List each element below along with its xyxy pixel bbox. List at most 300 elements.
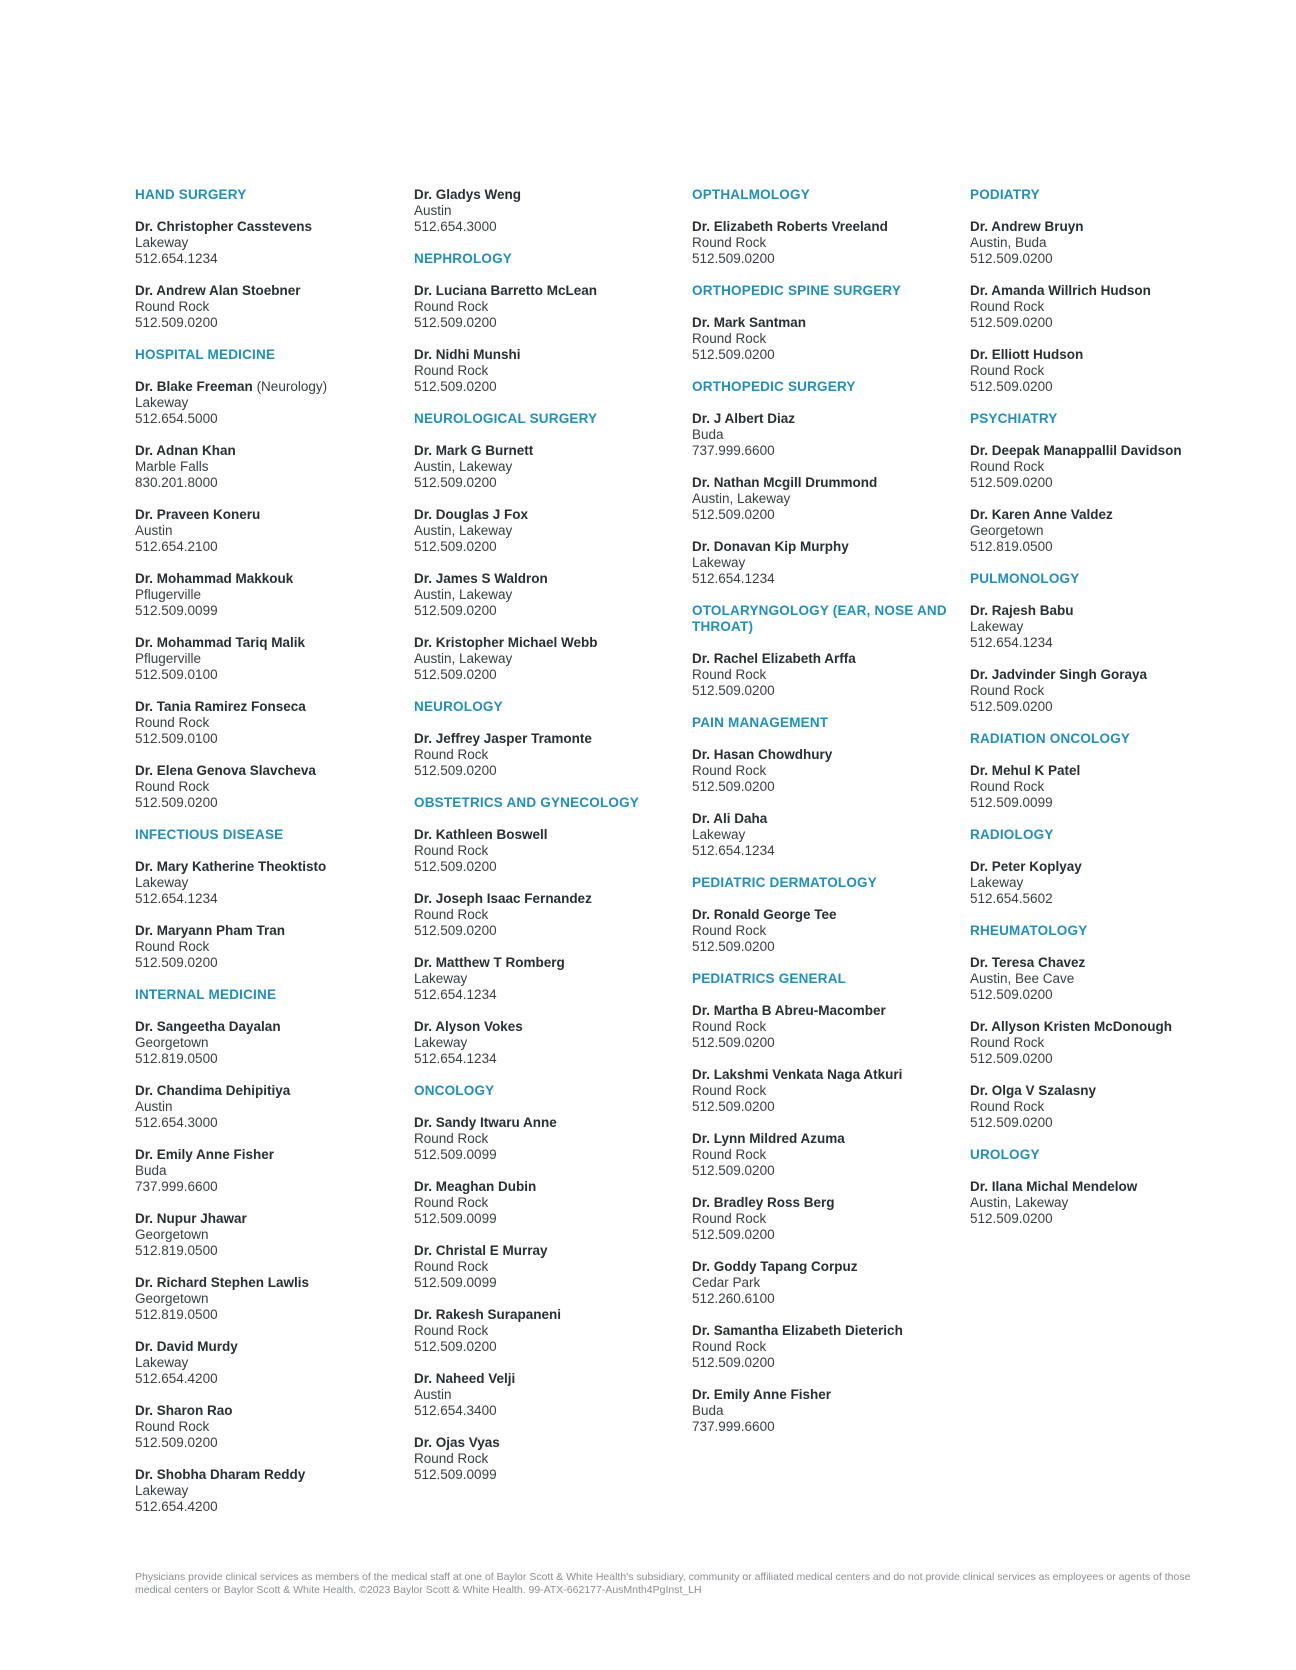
physician-phone: 512.509.0100 — [135, 667, 218, 682]
physician-location: Round Rock — [692, 763, 767, 778]
specialty-heading: ONCOLOGY — [414, 1083, 495, 1098]
physician-phone: 512.654.5602 — [970, 891, 1053, 906]
physician-location: Lakeway — [414, 971, 468, 986]
physician-entry — [414, 507, 684, 555]
physician-entry — [135, 1211, 405, 1259]
physician-name: Dr. Kristopher Michael Webb — [414, 635, 598, 650]
physician-phone: 512.509.0200 — [414, 1339, 497, 1354]
physician-location: Pflugerville — [135, 587, 202, 602]
physician-phone: 737.999.6600 — [692, 443, 775, 458]
physician-name-line — [135, 283, 405, 299]
specialty-heading: OBSTETRICS AND GYNECOLOGY — [414, 795, 640, 810]
physician-name-line — [135, 1339, 405, 1355]
physician-entry — [414, 1179, 684, 1227]
physician-name: Dr. Goddy Tapang Corpuz — [692, 1259, 858, 1274]
physician-location: Round Rock — [414, 1323, 489, 1338]
physician-location: Austin — [414, 203, 452, 218]
specialty-heading: PEDIATRIC DERMATOLOGY — [692, 875, 877, 890]
physician-name: Dr. Matthew T Romberg — [414, 955, 565, 970]
physician-name-line — [135, 571, 405, 587]
physician-phone: 512.819.0500 — [135, 1243, 218, 1258]
physician-name-line — [970, 955, 1240, 971]
physician-location: Buda — [135, 1163, 167, 1178]
physician-entry — [135, 1147, 405, 1195]
physician-name: Dr. Allyson Kristen McDonough — [970, 1019, 1173, 1034]
physician-name: Dr. Nupur Jhawar — [135, 1211, 247, 1226]
physician-location: Buda — [692, 427, 724, 442]
physician-name: Dr. Mary Katherine Theoktisto — [135, 859, 327, 874]
physician-name-line — [970, 347, 1240, 363]
physician-phone: 512.509.0200 — [692, 251, 775, 266]
physician-entry — [135, 923, 405, 971]
physician-entry — [414, 187, 684, 235]
physician-name: Dr. Shobha Dharam Reddy — [135, 1467, 306, 1482]
physician-phone: 512.509.0099 — [414, 1147, 497, 1162]
physician-phone: 512.509.0200 — [692, 1099, 775, 1114]
physician-name-line — [135, 443, 405, 459]
physician-name-line — [135, 1083, 405, 1099]
physician-entry — [135, 699, 405, 747]
physician-entry — [970, 1179, 1240, 1227]
physician-phone: 512.654.1234 — [414, 987, 497, 1002]
physician-name: Dr. Amanda Willrich Hudson — [970, 283, 1151, 298]
physician-phone: 512.509.0200 — [414, 923, 497, 938]
physician-entry — [135, 283, 405, 331]
physician-name: Dr. Mohammad Tariq Malik — [135, 635, 306, 650]
physician-entry — [970, 443, 1240, 491]
physician-entry — [135, 1019, 405, 1067]
specialty-heading: ORTHOPEDIC SPINE SURGERY — [692, 283, 902, 298]
physician-entry — [135, 571, 405, 619]
physician-entry — [135, 1403, 405, 1451]
physician-phone: 512.509.0200 — [135, 315, 218, 330]
directory-column-3 — [692, 187, 962, 1451]
physician-name: Dr. Luciana Barretto McLean — [414, 283, 598, 298]
physician-location: Round Rock — [135, 939, 210, 954]
physician-location: Georgetown — [135, 1291, 209, 1306]
physician-name-line — [692, 1195, 962, 1211]
physician-phone: 512.509.0200 — [970, 1051, 1053, 1066]
physician-location: Pflugerville — [135, 651, 202, 666]
physician-location: Round Rock — [414, 843, 489, 858]
physician-name: Dr. Kathleen Boswell — [414, 827, 548, 842]
physician-location: Austin — [135, 1099, 173, 1114]
physician-phone: 512.509.0200 — [414, 603, 497, 618]
physician-location: Round Rock — [692, 1339, 767, 1354]
physician-entry — [970, 347, 1240, 395]
physician-name: Dr. Mohammad Makkouk — [135, 571, 294, 586]
physician-entry — [692, 539, 962, 587]
physician-name: Dr. Chandima Dehipitiya — [135, 1083, 291, 1098]
physician-location: Round Rock — [414, 363, 489, 378]
physician-name-line — [692, 811, 962, 827]
physician-name-line — [135, 1211, 405, 1227]
physician-name-line — [135, 1403, 405, 1419]
physician-name-line — [135, 1019, 405, 1035]
physician-phone: 512.654.3000 — [414, 219, 497, 234]
physician-phone: 512.654.1234 — [414, 1051, 497, 1066]
physician-name-line — [970, 667, 1240, 683]
physician-entry — [692, 219, 962, 267]
physician-name: Dr. J Albert Diaz — [692, 411, 796, 426]
physician-location: Lakeway — [135, 235, 189, 250]
physician-name: Dr. Christal E Murray — [414, 1243, 548, 1258]
disclaimer-footer: Physicians provide clinical services as members of the medical staff at one of Baylor Scott & White Health's subsidiary, community or affiliated medical centers and do not provide clinical services as employees or agents of those medical centers or Baylor Scott & White Health. ©2023 Baylor Scott & White Health. 99-ATX-662177-AusMnth4PgInst_LH — [135, 1571, 1191, 1596]
physician-phone: 512.509.0200 — [970, 475, 1053, 490]
physician-phone: 512.509.0200 — [970, 699, 1053, 714]
physician-entry — [692, 475, 962, 523]
specialty-heading: INFECTIOUS DISEASE — [135, 827, 284, 842]
physician-location: Cedar Park — [692, 1275, 761, 1290]
physician-name: Dr. Richard Stephen Lawlis — [135, 1275, 310, 1290]
specialty-heading: PULMONOLOGY — [970, 571, 1080, 586]
physician-name: Dr. Alyson Vokes — [414, 1019, 523, 1034]
physician-location: Austin, Lakeway — [414, 523, 513, 538]
physician-name-line — [692, 907, 962, 923]
physician-entry — [692, 747, 962, 795]
physician-name-line — [692, 1067, 962, 1083]
physician-entry — [135, 1339, 405, 1387]
physician-name: Dr. Meaghan Dubin — [414, 1179, 537, 1194]
physician-name-line — [135, 1147, 405, 1163]
physician-location: Round Rock — [692, 331, 767, 346]
physician-name: Dr. Ronald George Tee — [692, 907, 837, 922]
specialty-heading: RADIOLOGY — [970, 827, 1054, 842]
physician-name: Dr. Donavan Kip Murphy — [692, 539, 849, 554]
physician-entry — [970, 603, 1240, 651]
physician-phone: 512.509.0200 — [414, 539, 497, 554]
physician-name-line — [414, 1243, 684, 1259]
physician-phone: 512.509.0200 — [970, 1211, 1053, 1226]
physician-name-line — [970, 507, 1240, 523]
physician-name-line — [414, 1307, 684, 1323]
physician-entry — [135, 443, 405, 491]
physician-location: Lakeway — [135, 1483, 189, 1498]
specialty-heading: NEUROLOGICAL SURGERY — [414, 411, 598, 426]
physician-location: Austin, Lakeway — [414, 587, 513, 602]
physician-entry — [692, 1195, 962, 1243]
physician-location: Georgetown — [135, 1227, 209, 1242]
physician-name-line — [135, 379, 405, 395]
physician-name-line — [135, 1467, 405, 1483]
physician-phone: 512.654.3000 — [135, 1115, 218, 1130]
physician-name: Dr. Joseph Isaac Fernandez — [414, 891, 592, 906]
physician-name-line — [135, 635, 405, 651]
physician-location: Round Rock — [970, 1035, 1045, 1050]
physician-location: Round Rock — [692, 235, 767, 250]
physician-name-line — [692, 1387, 962, 1403]
physician-entry — [414, 1435, 684, 1483]
physician-entry — [414, 891, 684, 939]
physician-entry — [135, 379, 405, 427]
physician-phone: 512.654.1234 — [692, 571, 775, 586]
physician-name: Dr. Rachel Elizabeth Arffa — [692, 651, 856, 666]
physician-phone: 512.509.0200 — [414, 667, 497, 682]
specialty-heading: PEDIATRICS GENERAL — [692, 971, 847, 986]
physician-location: Round Rock — [692, 1147, 767, 1162]
physician-phone: 512.509.0200 — [692, 1163, 775, 1178]
physician-location: Round Rock — [414, 299, 489, 314]
physician-phone: 512.509.0200 — [692, 347, 775, 362]
physician-name-line — [414, 1019, 684, 1035]
physician-name-line — [970, 219, 1240, 235]
physician-name-line — [692, 1131, 962, 1147]
physician-location: Georgetown — [135, 1035, 209, 1050]
physician-name-line — [414, 187, 684, 203]
physician-phone: 512.509.0200 — [414, 763, 497, 778]
specialty-heading: RHEUMATOLOGY — [970, 923, 1088, 938]
physician-name: Dr. Lakshmi Venkata Naga Atkuri — [692, 1067, 903, 1082]
physician-name: Dr. Martha B Abreu-Macomber — [692, 1003, 886, 1018]
physician-phone: 737.999.6600 — [135, 1179, 218, 1194]
physician-phone: 512.654.3400 — [414, 1403, 497, 1418]
physician-name-line — [414, 635, 684, 651]
physician-location: Round Rock — [414, 1451, 489, 1466]
physician-entry — [414, 731, 684, 779]
physician-name-line — [414, 1435, 684, 1451]
physician-name: Dr. Ojas Vyas — [414, 1435, 500, 1450]
physician-name: Dr. Maryann Pham Tran — [135, 923, 286, 938]
physician-entry — [970, 219, 1240, 267]
physician-name: Dr. Rajesh Babu — [970, 603, 1074, 618]
physician-entry — [135, 507, 405, 555]
physician-location: Austin — [414, 1387, 452, 1402]
physician-entry — [135, 1083, 405, 1131]
physician-phone: 512.509.0200 — [135, 955, 218, 970]
physician-name: Dr. David Murdy — [135, 1339, 238, 1354]
physician-name: Dr. Sharon Rao — [135, 1403, 233, 1418]
physician-entry — [692, 1387, 962, 1435]
physician-location: Round Rock — [970, 779, 1045, 794]
physician-entry — [692, 811, 962, 859]
physician-name: Dr. Jadvinder Singh Goraya — [970, 667, 1148, 682]
physician-phone: 512.819.0500 — [970, 539, 1053, 554]
physician-phone: 512.654.4200 — [135, 1499, 218, 1514]
physician-phone: 512.260.6100 — [692, 1291, 775, 1306]
physician-entry — [692, 1067, 962, 1115]
physician-name-line — [692, 1323, 962, 1339]
physician-name: Dr. Jeffrey Jasper Tramonte — [414, 731, 592, 746]
physician-location: Lakeway — [970, 619, 1024, 634]
physician-name: Dr. Andrew Bruyn — [970, 219, 1084, 234]
physician-location: Round Rock — [692, 1211, 767, 1226]
physician-entry — [692, 315, 962, 363]
specialty-heading: OPTHALMOLOGY — [692, 187, 810, 202]
physician-name-line — [135, 763, 405, 779]
physician-entry — [692, 1131, 962, 1179]
physician-entry — [414, 571, 684, 619]
physician-entry — [414, 1307, 684, 1355]
physician-name: Dr. Teresa Chavez — [970, 955, 1086, 970]
physician-location: Lakeway — [135, 1355, 189, 1370]
physician-location: Round Rock — [135, 299, 210, 314]
physician-entry — [414, 1371, 684, 1419]
specialty-heading: HAND SURGERY — [135, 187, 247, 202]
physician-name-line — [135, 507, 405, 523]
physician-name: Dr. Lynn Mildred Azuma — [692, 1131, 845, 1146]
physician-phone: 512.509.0200 — [414, 859, 497, 874]
physician-location: Round Rock — [692, 667, 767, 682]
physician-location: Round Rock — [970, 1099, 1045, 1114]
physician-name-line — [692, 475, 962, 491]
physician-phone: 512.509.0200 — [692, 939, 775, 954]
physician-name-line — [692, 219, 962, 235]
physician-name-line — [970, 1179, 1240, 1195]
physician-phone: 512.509.0200 — [692, 1035, 775, 1050]
physician-location: Round Rock — [970, 299, 1045, 314]
physician-entry — [692, 1259, 962, 1307]
physician-phone: 512.654.1234 — [970, 635, 1053, 650]
physician-location: Lakeway — [692, 827, 746, 842]
physician-phone: 512.509.0200 — [414, 379, 497, 394]
physician-name: Dr. Nathan Mcgill Drummond — [692, 475, 878, 490]
physician-location: Austin, Bee Cave — [970, 971, 1075, 986]
physician-entry — [135, 219, 405, 267]
physician-location: Lakeway — [135, 395, 189, 410]
physician-location: Round Rock — [414, 1195, 489, 1210]
physician-location: Round Rock — [970, 683, 1045, 698]
physician-entry — [414, 827, 684, 875]
physician-phone: 512.509.0200 — [135, 795, 218, 810]
physician-entry — [970, 1083, 1240, 1131]
physician-name: Dr. James S Waldron — [414, 571, 548, 586]
physician-entry — [414, 1115, 684, 1163]
physician-location: Buda — [692, 1403, 724, 1418]
physician-name-line — [414, 443, 684, 459]
specialty-heading: PODIATRY — [970, 187, 1040, 202]
physician-name: Dr. Sandy Itwaru Anne — [414, 1115, 557, 1130]
physician-entry — [414, 1019, 684, 1067]
physician-name-line — [692, 411, 962, 427]
physician-name: Dr. Samantha Elizabeth Dieterich — [692, 1323, 903, 1338]
physician-location: Lakeway — [970, 875, 1024, 890]
physician-name-line — [414, 283, 684, 299]
physician-location: Austin, Lakeway — [692, 491, 791, 506]
physician-name-line — [692, 1259, 962, 1275]
physician-location: Round Rock — [692, 923, 767, 938]
physician-name: Dr. Emily Anne Fisher — [135, 1147, 275, 1162]
physician-name-line — [692, 315, 962, 331]
physician-name: Dr. Mark G Burnett — [414, 443, 534, 458]
physician-entry — [135, 1275, 405, 1323]
physician-name: Dr. Bradley Ross Berg — [692, 1195, 835, 1210]
physician-phone: 512.509.0200 — [692, 683, 775, 698]
physician-name-line — [414, 347, 684, 363]
physician-name-line — [135, 699, 405, 715]
physician-entry — [692, 411, 962, 459]
physician-name-line — [414, 955, 684, 971]
physician-name: Dr. Mehul K Patel — [970, 763, 1081, 778]
physician-location: Round Rock — [135, 779, 210, 794]
physician-entry — [135, 635, 405, 683]
physician-name-line — [414, 891, 684, 907]
physician-entry — [135, 1467, 405, 1515]
physician-entry — [970, 763, 1240, 811]
physician-phone: 512.654.2100 — [135, 539, 218, 554]
physician-name-line — [970, 859, 1240, 875]
physician-phone: 512.509.0200 — [692, 1227, 775, 1242]
physician-name-line — [692, 1003, 962, 1019]
physician-name-line — [414, 731, 684, 747]
physician-name-line — [970, 443, 1240, 459]
physician-location: Round Rock — [692, 1083, 767, 1098]
physician-location: Austin — [135, 523, 173, 538]
physician-phone: 512.509.0200 — [970, 987, 1053, 1002]
physician-name: Dr. Nidhi Munshi — [414, 347, 521, 362]
physician-location: Round Rock — [135, 715, 210, 730]
directory-column-1 — [135, 187, 405, 1531]
physician-phone: 512.654.1234 — [135, 251, 218, 266]
physician-name-line — [970, 1083, 1240, 1099]
physician-phone: 512.509.0200 — [970, 251, 1053, 266]
physician-name: Dr. Tania Ramirez Fonseca — [135, 699, 306, 714]
physician-entry — [135, 763, 405, 811]
physician-location: Lakeway — [692, 555, 746, 570]
physician-entry — [414, 283, 684, 331]
physician-location: Austin, Lakeway — [414, 651, 513, 666]
physician-location: Round Rock — [414, 1259, 489, 1274]
physician-entry — [970, 667, 1240, 715]
physician-entry — [692, 651, 962, 699]
physician-entry — [970, 1019, 1240, 1067]
physician-location: Austin, Buda — [970, 235, 1047, 250]
physician-name-line — [135, 219, 405, 235]
physician-phone: 512.509.0200 — [414, 315, 497, 330]
physician-name: Dr. Blake Freeman — [135, 379, 253, 394]
physician-location: Round Rock — [692, 1019, 767, 1034]
physician-name-line — [970, 763, 1240, 779]
physician-name: Dr. Douglas J Fox — [414, 507, 529, 522]
physician-phone: 512.509.0099 — [414, 1467, 497, 1482]
physician-name-line — [414, 507, 684, 523]
physician-name-line — [414, 1371, 684, 1387]
specialty-heading: INTERNAL MEDICINE — [135, 987, 277, 1002]
physician-phone: 512.819.0500 — [135, 1051, 218, 1066]
physician-phone: 512.509.0200 — [970, 379, 1053, 394]
physician-phone: 512.509.0200 — [692, 507, 775, 522]
physician-name: Dr. Emily Anne Fisher — [692, 1387, 832, 1402]
physician-location: Austin, Lakeway — [970, 1195, 1069, 1210]
physician-name-line — [414, 571, 684, 587]
physician-name-line — [692, 747, 962, 763]
physician-name: Dr. Karen Anne Valdez — [970, 507, 1113, 522]
specialty-heading: OTOLARYNGOLOGY (EAR, NOSE AND THROAT) — [692, 603, 947, 634]
physician-name: Dr. Adnan Khan — [135, 443, 236, 458]
physician-phone: 512.819.0500 — [135, 1307, 218, 1322]
directory-column-2 — [414, 187, 684, 1499]
physician-name: Dr. Elizabeth Roberts Vreeland — [692, 219, 888, 234]
physician-phone: 512.654.5000 — [135, 411, 218, 426]
specialty-heading: ORTHOPEDIC SURGERY — [692, 379, 856, 394]
physician-phone: 512.509.0099 — [970, 795, 1053, 810]
physician-phone: 512.509.0200 — [692, 1355, 775, 1370]
physician-phone: 830.201.8000 — [135, 475, 218, 490]
physician-name-line — [970, 283, 1240, 299]
physician-name: Dr. Elliott Hudson — [970, 347, 1084, 362]
physician-name-line — [135, 1275, 405, 1291]
specialty-heading: PSYCHIATRY — [970, 411, 1058, 426]
physician-entry — [970, 859, 1240, 907]
physician-entry — [970, 955, 1240, 1003]
physician-entry — [970, 507, 1240, 555]
directory-column-4 — [970, 187, 1240, 1243]
physician-location: Round Rock — [970, 363, 1045, 378]
physician-phone: 512.509.0200 — [970, 1115, 1053, 1130]
physician-location: Lakeway — [135, 875, 189, 890]
physician-phone: 512.509.0100 — [135, 731, 218, 746]
physician-name: Dr. Christopher Casstevens — [135, 219, 313, 234]
physician-location: Austin, Lakeway — [414, 459, 513, 474]
